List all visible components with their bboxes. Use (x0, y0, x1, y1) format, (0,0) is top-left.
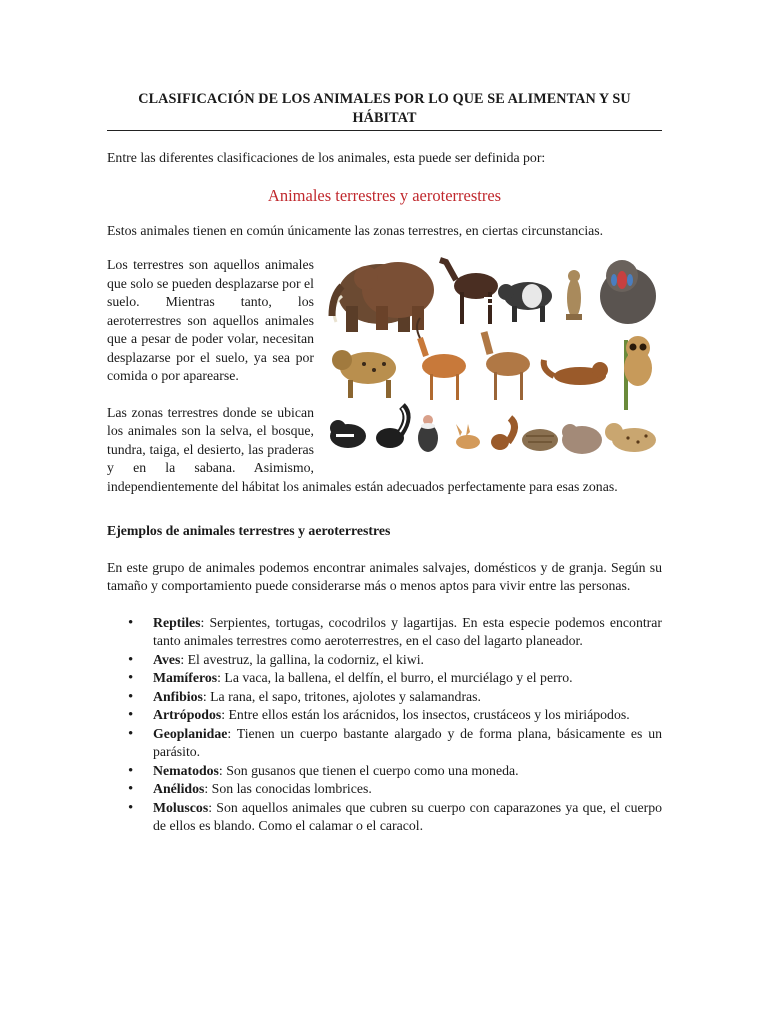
list-item-text: : El avestruz, la gallina, la codorniz, el kiwi. (180, 651, 425, 667)
list-item-text: : Son las conocidas lombrices. (204, 781, 372, 796)
okapi-icon (440, 260, 498, 324)
list-item-term: Mamíferos (153, 670, 218, 685)
terrestres-paragraph: Los terrestres son aquellos animales que solo se pueden desplazarse por el suelo. Mientras tanto, los aeroterrestres son aquellos animales que a pesar de poder volar, necesitan desplazarse por el suelo, ya sea por comida o por aparearse. (107, 257, 314, 383)
vulture-icon (418, 415, 438, 452)
list-item-term: Artrópodos (153, 707, 222, 722)
list-item-text: : Serpientes, tortugas, cocodrilos y lagartijas. En esta especie podemos encontrar tanto animales terrestres como aeroterrestres, en el caso del lagarto planeador. (153, 614, 662, 648)
examples-heading: Ejemplos de animales terrestres y aeroterrestres (107, 523, 391, 538)
animals-illustration (328, 256, 662, 456)
tasmanian-devil-icon (330, 420, 366, 448)
document-title: CLASIFICACIÓN DE LOS ANIMALES POR LO QUE SE ALIMENTAN Y SU HÁBITAT (107, 90, 662, 131)
list-item-text: : Entre ellos están los arácnidos, los insectos, crustáceos y los miriápodos. (221, 707, 630, 722)
group-paragraph: En este grupo de animales podemos encontrar animales salvajes, domésticos y de granja. Según su tamaño y comportamiento puede considerarse más o menos aptos para vivir entre las personas. (107, 559, 662, 593)
list-item (153, 706, 662, 725)
list-item-term: Geoplanidae (153, 725, 228, 741)
squirrel-icon (491, 418, 515, 450)
animals-illustration-icon (328, 256, 662, 456)
text-with-figure (107, 256, 662, 496)
list-item (153, 725, 662, 762)
list-item-text: : Son aquellos animales que cubren su cuerpo con caparazones ya que, el cuerpo de ellos es blando. Como el calamar o el caracol. (153, 799, 662, 833)
list-item (153, 799, 662, 836)
list-item-text: : La vaca, la ballena, el delfín, el burro, el murciélago y el perro. (217, 670, 573, 685)
tarsier-icon (624, 336, 652, 410)
list-item-text: : Son gusanos que tienen el cuerpo como una moneda. (218, 762, 519, 778)
skunk-icon (376, 406, 407, 448)
list-item-term: Moluscos (153, 799, 209, 815)
list-item (153, 762, 662, 781)
list-item-text: : Tienen un cuerpo bastante alargado y de forma plana, básicamente es un parásito. (153, 725, 662, 759)
hyena-icon (332, 350, 396, 398)
wombat-icon (562, 424, 602, 454)
pangolin-icon (522, 429, 558, 451)
zonas-paragraph: Las zonas terrestres donde se ubican los animales son la selva, el bosque, tundra, taiga, el desierto, las praderas y en la sabana. Asimismo, independientemente del hábitat los animales están adecuados perfectamente para esas zonas. (107, 404, 618, 494)
tapir-icon (498, 282, 552, 322)
list-item-term: Aves (153, 651, 181, 667)
deer-icon (484, 332, 530, 400)
intro-paragraph: Entre las diferentes clasificaciones de los animales, esta puede ser definida por: (107, 150, 546, 165)
fennec-icon (456, 424, 480, 449)
lynx-icon (605, 423, 656, 452)
document-page (107, 90, 662, 836)
list-item-term: Anfibios (153, 688, 203, 704)
impala-icon (417, 318, 466, 400)
list-item (153, 688, 662, 707)
list-item-term: Anélidos (153, 781, 205, 796)
list-item-term: Reptiles (153, 614, 201, 630)
list-item (153, 780, 662, 799)
common-paragraph: Estos animales tienen en común únicamente las zonas terrestres, en ciertas circunstancias. (107, 222, 604, 238)
list-item-text: : La rana, el sapo, tritones, ajolotes y salamandras. (202, 688, 481, 704)
mandrill-icon (600, 260, 656, 324)
list-item (153, 669, 662, 688)
list-item (153, 614, 662, 651)
list-item (153, 651, 662, 670)
list-item-term: Nematodos (153, 762, 219, 778)
meerkat-icon (566, 270, 582, 320)
weasel-icon (544, 360, 608, 385)
examples-list (107, 614, 662, 836)
section-title: Animales terrestres y aeroterrestres (267, 185, 502, 205)
